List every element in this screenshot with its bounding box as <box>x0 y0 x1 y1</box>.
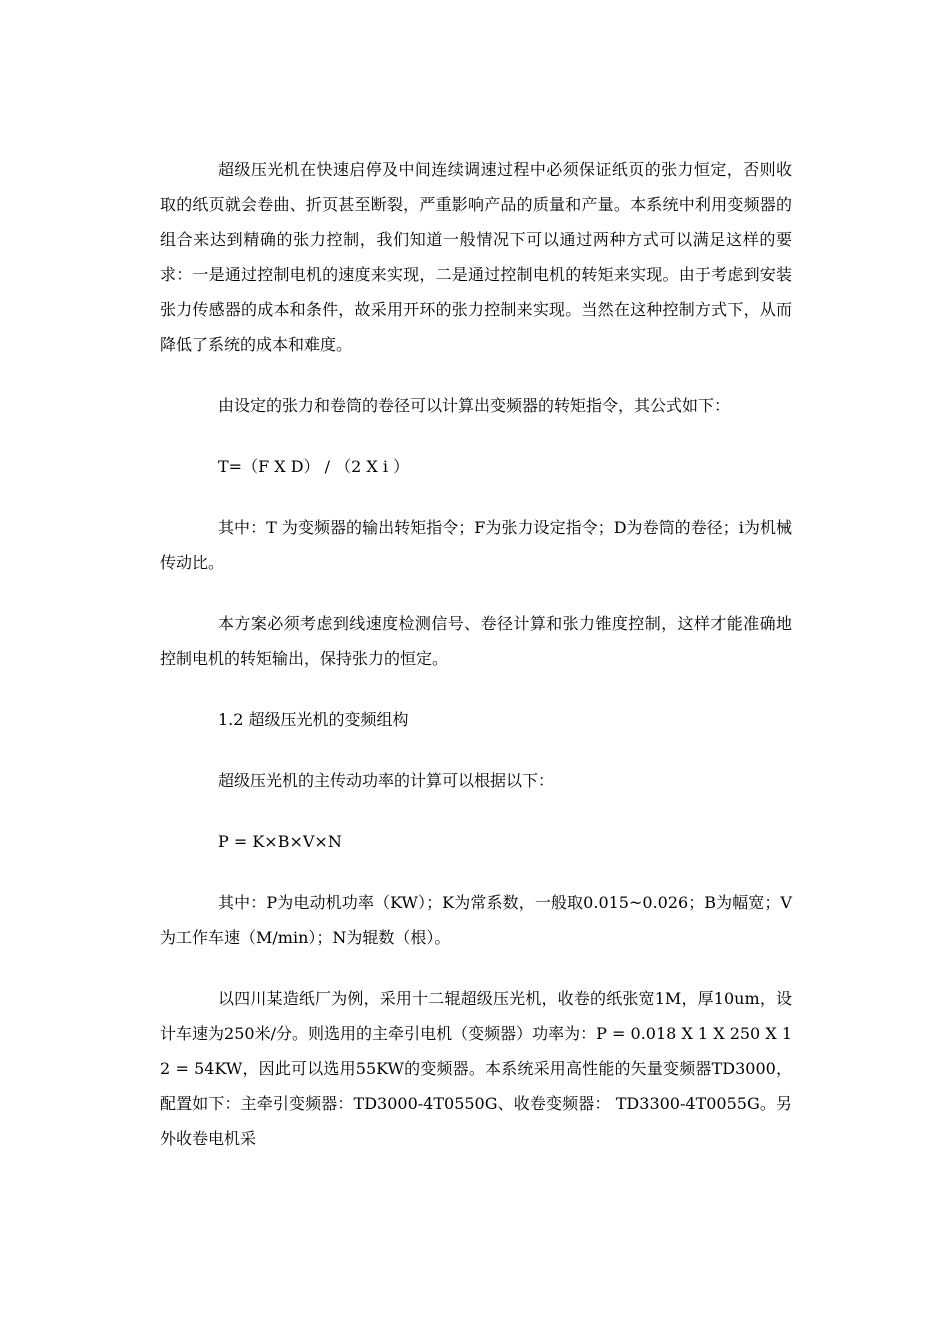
paragraph-scheme-requirements: 本方案必须考虑到线速度检测信号、卷径计算和张力锥度控制，这样才能准确地控制电机的转矩输出，保持张力的恒定。 <box>160 614 792 668</box>
paragraph-power-intro: 超级压光机的主传动功率的计算可以根据以下： <box>218 771 555 790</box>
formula-power: P = K×B×V×N <box>218 832 342 851</box>
paragraph-power-variables: 其中：P为电动机功率（KW）；K为常系数，一般取0.015~0.026；B为幅宽；V为工作车速（M/min）；N为辊数（根）。 <box>160 893 792 947</box>
section-heading: 1.2 超级压光机的变频组构 <box>218 710 409 729</box>
paragraph-torque-variables: 其中：T 为变频器的输出转矩指令；F为张力设定指令；D为卷筒的卷径；i为机械传动比。 <box>160 518 792 572</box>
document-body <box>160 152 792 1182</box>
paragraph-tension-control: 超级压光机在快速启停及中间连续调速过程中必须保证纸页的张力恒定，否则收取的纸页就会卷曲、折页甚至断裂，严重影响产品的质量和产量。本系统中利用变频器的组合来达到精确的张力控制，我们知道一般情况下可以通过两种方式可以满足这样的要求：一是通过控制电机的速度来实现，二是通过控制电机的转矩来实现。由于考虑到安装张力传感器的成本和条件，故采用开环的张力控制来实现。当然在这种控制方式下，从而降低了系统的成本和难度。 <box>160 160 792 354</box>
paragraph-torque-intro: 由设定的张力和卷筒的卷径可以计算出变频器的转矩指令，其公式如下： <box>218 396 731 415</box>
paragraph-example-config: 以四川某造纸厂为例，采用十二辊超级压光机，收卷的纸张宽1M，厚10um，设计车速为250米/分。则选用的主牵引电机（变频器）功率为：P = 0.018 X 1 X 250 X 12 = 54KW，因此可以选用55KW的变频器。本系统采用高性能的矢量变频器TD3000，配置如下：主牵引变频器：TD3000-4T0550G、收卷变频器： TD3300-4T0055G。另外收卷电机采 <box>160 989 792 1148</box>
formula-torque: T=（F X D） / （2 X i ） <box>218 457 410 476</box>
